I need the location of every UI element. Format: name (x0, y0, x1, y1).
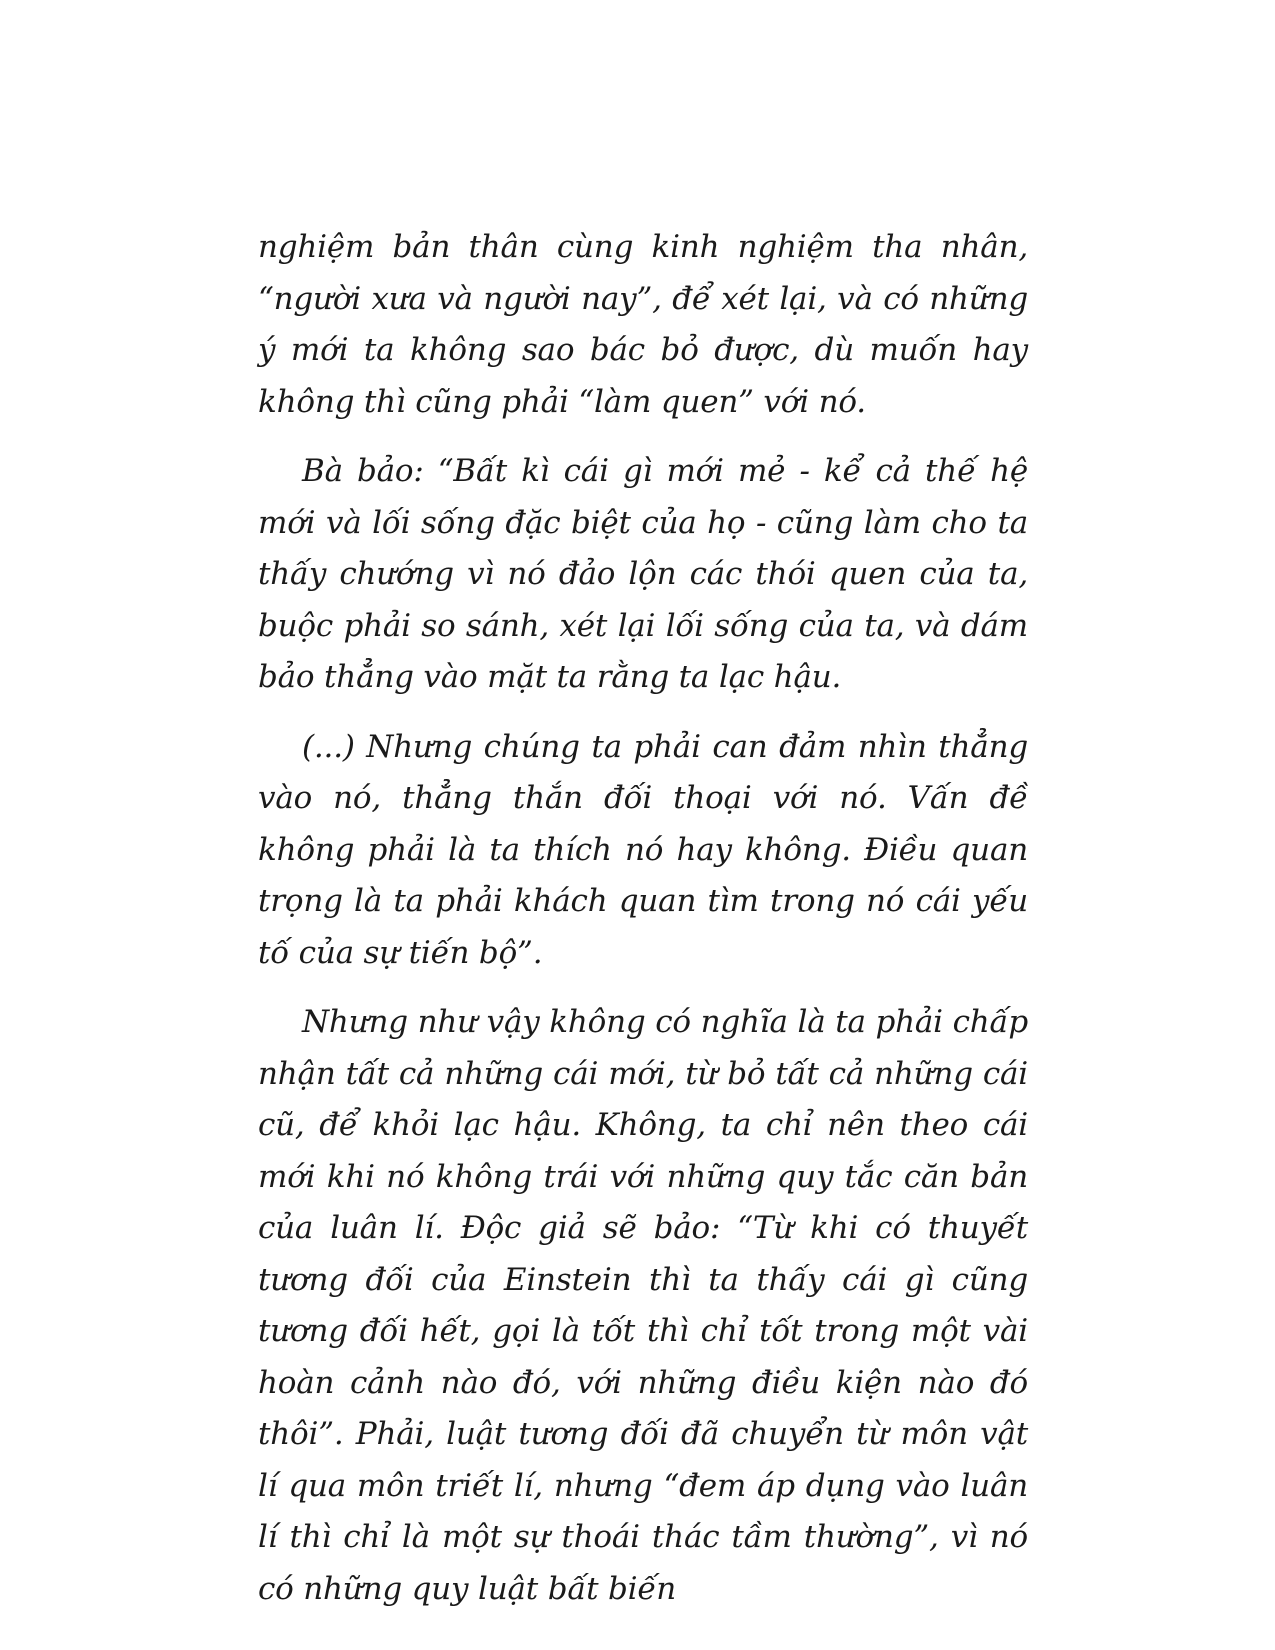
paragraph-relativity: Nhưng như vậy không có nghĩa là ta phải chấp nhận tất cả những cái mới, từ bỏ tất cả những cái cũ, để khỏi lạc hậu. Không, ta chỉ nên theo cái mới khi nó không trái với những quy tắc căn bản của luân lí. Độc giả sẽ bảo: “Từ khi có thuyết tương đối của Einstein thì ta thấy cái gì cũng tương đối hết, gọi là tốt thì chỉ tốt trong một vài hoàn cảnh nào đó, với những điều kiện nào đó thôi”. Phải, luật tương đối đã chuyển từ môn vật lí qua môn triết lí, nhưng “đem áp dụng vào luân lí thì chỉ là một sự thoái thác tầm thường”, vì nó có những quy luật bất biến (258, 1004, 1028, 1607)
paragraph-quote-start: Bà bảo: “Bất kì cái gì mới mẻ - kể cả thế hệ mới và lối sống đặc biệt của họ - cũng làm cho ta thấy chướng vì nó đảo lộn các thói quen của ta, buộc phải so sánh, xét lại lối sống của ta, và dám bảo thẳng vào mặt ta rằng ta lạc hậu. (258, 453, 1028, 695)
paragraph-quote-end: (...) Nhưng chúng ta phải can đảm nhìn thẳng vào nó, thẳng thắn đối thoại với nó. Vấn đề không phải là ta thích nó hay không. Điều quan trọng là ta phải khách quan tìm trong nó cái yếu tố của sự tiến bộ”. (258, 728, 1028, 971)
paragraph-continuation: nghiệm bản thân cùng kinh nghiệm tha nhân, “người xưa và người nay”, để xét lại, và có những ý mới ta không sao bác bỏ được, dù muốn hay không thì cũng phải “làm quen” với nó. (258, 229, 1028, 420)
page-body (258, 222, 1028, 1615)
